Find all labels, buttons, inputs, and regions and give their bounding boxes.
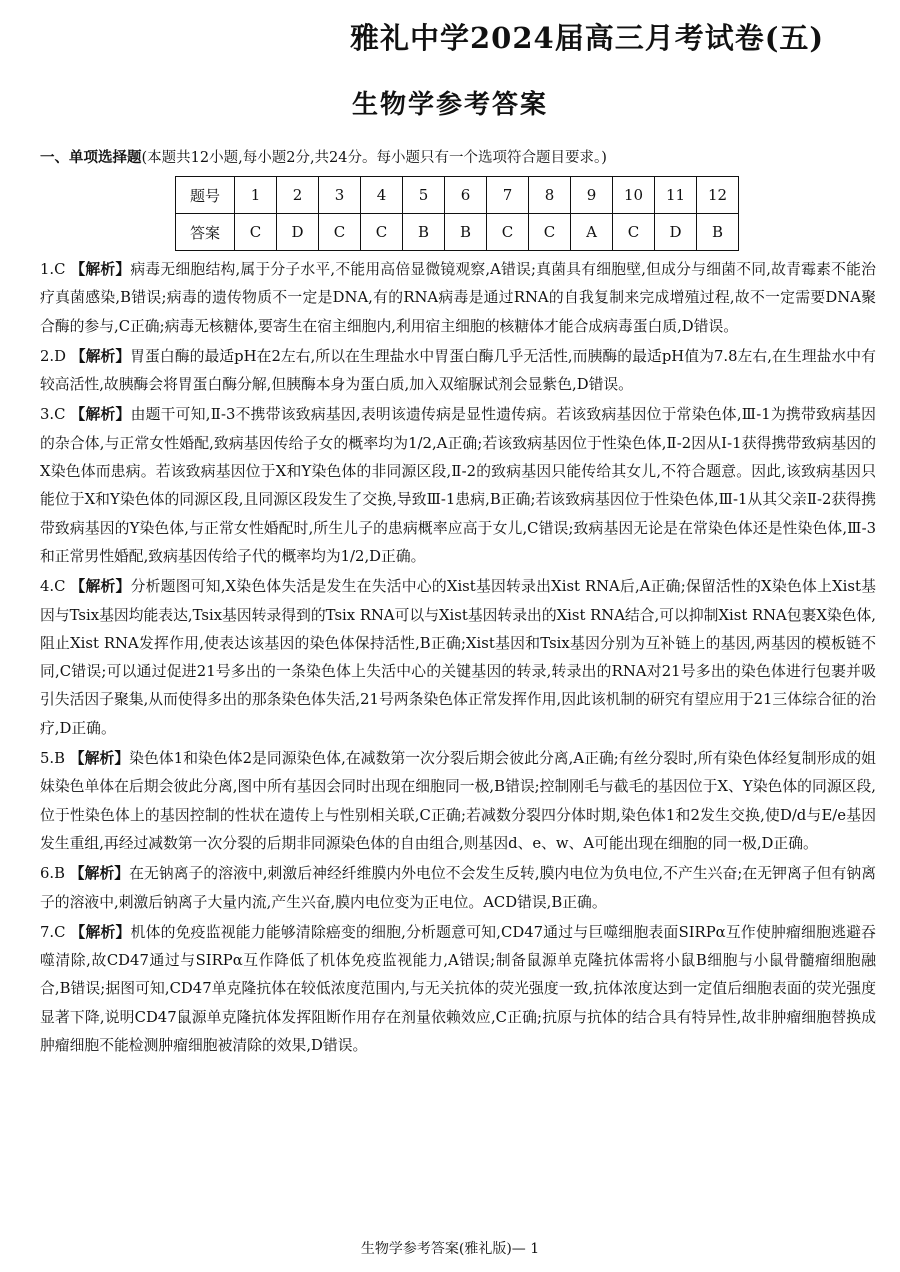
answer-cell: C [487, 214, 529, 251]
row-label-number: 题号 [176, 177, 235, 214]
explanation-item-5 [40, 745, 876, 858]
item-number: 5.B [40, 750, 65, 768]
section-note: (本题共12小题,每小题2分,共24分。每小题只有一个选项符合题目要求。) [141, 150, 607, 166]
question-number: 3 [319, 177, 361, 214]
answer-cell: B [445, 214, 487, 251]
answer-row [176, 214, 739, 251]
item-number: 6.B [40, 865, 65, 883]
answer-cell: C [319, 214, 361, 251]
question-number: 12 [697, 177, 739, 214]
item-number: 3.C [40, 406, 66, 424]
row-label-answer: 答案 [176, 214, 235, 251]
page-footer: 生物学参考答案(雅礼版)— 1 [360, 1241, 540, 1257]
page-title: 雅礼中学2024届高三月考试卷(五) [350, 21, 825, 55]
item-tag: 【解析】 [70, 923, 131, 941]
question-number: 6 [445, 177, 487, 214]
item-tag: 【解析】 [70, 406, 131, 424]
item-number: 2.D [40, 347, 66, 365]
question-number: 4 [361, 177, 403, 214]
answer-cell: B [403, 214, 445, 251]
item-text: 机体的免疫监视能力能够清除癌变的细胞,分析题意可知,CD47通过与巨噬细胞表面SIRPα互作使肿瘤细胞逃避吞噬清除,故CD47通过与SIRPα互作降低了机体免疫监视能力,A错误;制备鼠源单克隆抗体需将小鼠B细胞与小鼠骨髓瘤细胞融合,B错误;据图可知,CD47单克隆抗体在较低浓度范围内,与无关抗体的荧光强度一致,抗体浓度达到一定值后细胞表面的荧光强度显著下降,说明CD47鼠源单克隆抗体发挥阻断作用存在剂量依赖效应,C正确;抗原与抗体的结合具有特异性,故非肿瘤细胞替换成肿瘤细胞不能检测肿瘤细胞被清除的效果,D错误。 [40, 923, 876, 1055]
section-label: 一、单项选择题 [40, 149, 142, 166]
page-subtitle: 生物学参考答案 [351, 90, 548, 120]
answer-cell: C [235, 214, 277, 251]
item-tag: 【解析】 [69, 865, 130, 883]
item-text: 染色体1和染色体2是同源染色体,在减数第一次分裂后期会彼此分离,A正确;有丝分裂时,所有染色体经复制形成的姐妹染色单体在后期会彼此分离,图中所有基因会同时出现在细胞同一极,B错误;控制刚毛与截毛的基因位于X、Y染色体的同源区段,位于性染色体上的基因控制的性状在遗传上与性别相关联,C正确;若减数分裂四分体时期,染色体1和2发生交换,使D/d与E/e基因发生重组,再经过减数第一次分裂的后期非同源染色体的自由组合,则基因d、e、w、A可能出现在细胞的同一极,D正确。 [40, 750, 876, 852]
explanation-item-1 [40, 256, 876, 341]
item-text: 由题干可知,Ⅱ-3不携带该致病基因,表明该遗传病是显性遗传病。若该致病基因位于常染色体,Ⅲ-1为携带致病基因的杂合体,与正常女性婚配,致病基因传给子女的概率均为1/2,A正确;若该致病基因位于性染色体,Ⅱ-2因从Ⅰ-1获得携带致病基因的X染色体而患病。若该致病基因位于X和Y染色体的非同源区段,Ⅱ-2的致病基因只能传给其女儿,不符合题意。因此,该致病基因只能位于X和Y染色体的同源区段,且同源区段发生了交换,导致Ⅲ-1患病,B正确;若该致病基因位于性染色体,Ⅲ-1从其父亲Ⅱ-2获得携带致病基因的Y染色体,与正常女性婚配时,所生儿子的患病概率应高于女儿,C错误;致病基因无论是在常染色体还是性染色体,Ⅲ-3和正常男性婚配,致病基因传给子代的概率均为1/2,D正确。 [40, 406, 876, 565]
answer-cell: C [613, 214, 655, 251]
section-heading [40, 146, 880, 167]
question-number: 10 [613, 177, 655, 214]
item-number: 7.C [40, 923, 66, 941]
item-number: 4.C [40, 578, 66, 596]
answer-cell: D [655, 214, 697, 251]
explanation-item-3 [40, 401, 876, 571]
item-text: 分析题图可知,X染色体失活是发生在失活中心的Xist基因转录出Xist RNA后,A正确;保留活性的X染色体上Xist基因与Tsix基因均能表达,Tsix基因转录得到的Tsix RNA可以与Xist基因转录出的Xist RNA结合,可以抑制Xist RNA包裹X染色体,阻止Xist RNA发挥作用,使表达该基因的染色体保持活性,B正确;Xist基因和Tsix基因分别为互补链上的基因,两基因的模板链不同,C错误;可以通过促进21号多出的一条染色体上失活中心的关键基因的转录,转录出的RNA对21号多出的染色体进行包裹并吸引失活因子聚集,从而使得多出的那条染色体失活,21号两条染色体正常发挥作用,因此该机制的研究有望应用于21三体综合征的治疗,D正确。 [40, 578, 877, 737]
answer-cell: D [277, 214, 319, 251]
item-number: 1.C [40, 261, 66, 278]
item-text: 病毒无细胞结构,属于分子水平,不能用高倍显微镜观察,A错误;真菌具有细胞壁,但成分与细菌不同,故青霉素不能治疗真菌感染,B错误;病毒的遗传物质不一定是DNA,有的RNA病毒是通过RNA的自我复制来完成增殖过程,故不一定需要DNA聚合酶的参与,C正确;病毒无核糖体,要寄生在宿主细胞内,利用宿主细胞的核糖体才能合成病毒蛋白质,D错误。 [40, 261, 876, 335]
explanation-item-2 [40, 343, 876, 400]
item-tag: 【解析】 [69, 750, 130, 768]
item-text: 在无钠离子的溶液中,刺激后神经纤维膜内外电位不会发生反转,膜内电位为负电位,不产生兴奋;在无钾离子但有钠离子的溶液中,刺激后钠离子大量内流,产生兴奋,膜内电位变为正电位。ACD错误,B正确。 [40, 865, 876, 911]
explanation-list [40, 256, 876, 1062]
question-number: 7 [487, 177, 529, 214]
question-number: 9 [571, 177, 613, 214]
question-number: 5 [403, 177, 445, 214]
question-number: 8 [529, 177, 571, 214]
question-number: 2 [277, 177, 319, 214]
explanation-item-7 [40, 919, 876, 1060]
question-number: 1 [235, 177, 277, 214]
item-tag: 【解析】 [70, 347, 131, 365]
explanation-item-6 [40, 860, 876, 917]
explanation-item-4 [40, 573, 876, 743]
answer-cell: C [361, 214, 403, 251]
item-tag: 【解析】 [70, 261, 131, 278]
question-number-row [176, 177, 739, 214]
answer-cell: A [571, 214, 613, 251]
item-text: 胃蛋白酶的最适pH在2左右,所以在生理盐水中胃蛋白酶几乎无活性,而胰酶的最适pH值为7.8左右,在生理盐水中有较高活性,故胰酶会将胃蛋白酶分解,但胰酶本身为蛋白质,加入双缩脲试剂会显紫色,D错误。 [40, 347, 876, 394]
answer-cell: B [697, 214, 739, 251]
question-number: 11 [655, 177, 697, 214]
answer-cell: C [529, 214, 571, 251]
answer-table [175, 176, 739, 251]
item-tag: 【解析】 [70, 578, 131, 596]
